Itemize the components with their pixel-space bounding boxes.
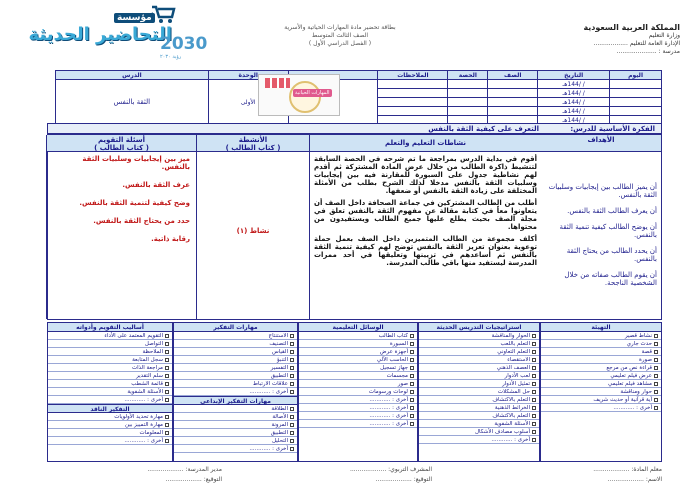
eval-item: وضح كيفية لتنمية الثقة بالنفس. xyxy=(79,199,190,207)
checklist-label: آية قرآنية أو حديث شريف xyxy=(593,397,652,403)
prep-header: التهيئة xyxy=(541,323,661,332)
checklist-item[interactable] xyxy=(299,364,417,372)
checkbox-icon[interactable] xyxy=(290,366,294,370)
checklist-label: عرض فيلم تعليمي xyxy=(610,373,652,379)
checklist-label: قائمة الشطب xyxy=(131,381,163,387)
checkbox-icon[interactable] xyxy=(290,415,294,419)
checklist-item[interactable] xyxy=(541,356,661,364)
header-line-1: المملكة العربية السعودية xyxy=(583,23,680,32)
checkbox-icon[interactable] xyxy=(290,390,294,394)
checklist-item[interactable] xyxy=(48,340,172,348)
checklist-label: التطبيق xyxy=(270,430,288,436)
checkbox-icon[interactable] xyxy=(410,342,414,346)
checklist-item[interactable] xyxy=(174,364,297,372)
checkbox-icon[interactable] xyxy=(654,398,658,402)
checkbox-icon[interactable] xyxy=(290,431,294,435)
lesson-banner-image xyxy=(258,74,340,116)
checkbox-icon[interactable] xyxy=(165,358,169,362)
checklist-item[interactable] xyxy=(174,348,297,356)
checklist-label: أخرى : ............ xyxy=(124,438,163,444)
evaluation-header: أسئلة التقويم ( كتاب الطالب ) xyxy=(47,135,196,152)
plan-title-line-2: الصف الثالث المتوسط xyxy=(311,32,369,39)
checklist-item[interactable] xyxy=(48,396,172,404)
checklist-label: الأصالة xyxy=(272,414,288,420)
checklist-label: التواصل xyxy=(144,341,163,347)
supervisor-sign-line: التوقيع: ................... xyxy=(375,476,432,483)
sub-header: مهارات التفكير الإبداعي xyxy=(174,396,297,405)
checklist-item[interactable] xyxy=(541,380,661,388)
vision-logo xyxy=(160,26,230,60)
checkbox-icon[interactable] xyxy=(410,374,414,378)
checklist-label: مجسمات xyxy=(386,373,408,379)
checkbox-icon[interactable] xyxy=(165,390,169,394)
checklist-label: الطلاقة xyxy=(271,406,288,412)
checkbox-icon[interactable] xyxy=(410,350,414,354)
sub-header: التفكير الناقد xyxy=(48,404,172,413)
goals-column xyxy=(541,135,661,319)
checklist-label: التعلم التعاوني xyxy=(497,349,530,355)
eval-item: حدد من يحتاج الثقة بالنفس. xyxy=(93,217,190,225)
strategies-header: استراتيجيات التدريس الحديثة xyxy=(419,323,539,332)
checklist-label: الاستقصاء xyxy=(507,357,530,363)
checklist-item[interactable] xyxy=(48,380,172,388)
checkbox-icon[interactable] xyxy=(410,406,414,410)
checklist-item[interactable] xyxy=(419,332,539,340)
checkbox-icon[interactable] xyxy=(654,374,658,378)
checkbox-icon[interactable] xyxy=(165,398,169,402)
checkbox-icon[interactable] xyxy=(290,358,294,362)
col-day: اليوم xyxy=(610,71,662,80)
checklist-label: العصف الذهني xyxy=(496,365,530,371)
date-cell: / /144هـ xyxy=(538,89,610,98)
checklist-item[interactable] xyxy=(299,356,417,364)
checklist-label: التعلم بالاكتشاف xyxy=(492,413,530,419)
main-idea-row xyxy=(47,123,662,134)
checklist-label: الملاحظة xyxy=(142,349,163,355)
checkbox-icon[interactable] xyxy=(410,414,414,418)
checkbox-icon[interactable] xyxy=(290,334,294,338)
date-cell: / /144هـ xyxy=(538,116,610,125)
checkbox-icon[interactable] xyxy=(532,382,536,386)
checkbox-icon[interactable] xyxy=(290,447,294,451)
main-idea-label: الفكرة الأساسية للدرس: xyxy=(570,125,655,133)
checklist-label: أخرى : ............ xyxy=(369,413,408,419)
checkbox-icon[interactable] xyxy=(532,414,536,418)
ministry-header xyxy=(470,24,680,56)
checklist-label: الحوار والمناقشة xyxy=(491,333,530,339)
checkbox-icon[interactable] xyxy=(654,342,658,346)
main-idea-value: التعرف على كيفية الثقة بالنفس xyxy=(428,125,539,133)
checklist-label: أسلوب مصادف الأشكال xyxy=(475,429,530,435)
activities-column xyxy=(196,135,309,319)
col-date: التاريخ xyxy=(538,71,610,80)
checkbox-icon[interactable] xyxy=(410,422,414,426)
header-line-4: مدرسة : ..................... xyxy=(616,48,680,55)
checklist-item[interactable] xyxy=(419,340,539,348)
checkbox-icon[interactable] xyxy=(654,390,658,394)
goal-item: أن يحدد الطالب من يحتاج الثقة بالنفس. xyxy=(566,247,657,263)
checklist-label: مهارة تحديد الأولويات xyxy=(114,414,163,420)
checklist-label: حوار ومناقشة xyxy=(620,389,652,395)
principal-sign-line: التوقيع: ................... xyxy=(165,476,222,483)
checklist-item[interactable] xyxy=(299,380,417,388)
checkbox-icon[interactable] xyxy=(654,406,658,410)
steps-column xyxy=(309,135,541,319)
thinking-column xyxy=(173,322,298,462)
checkbox-icon[interactable] xyxy=(532,366,536,370)
evaluation-methods-header: أساليب التقويم وأدواته xyxy=(48,323,172,332)
vision-label: رؤية ٢٠٣٠ xyxy=(160,54,182,60)
checklist-item[interactable] xyxy=(174,372,297,380)
checklist-label: نشاط قصير xyxy=(624,333,652,339)
supervisor-signature xyxy=(282,465,432,485)
checklist-label: تمثيل الأدوار xyxy=(502,381,530,387)
checklist-item[interactable] xyxy=(299,412,417,420)
brand-logo xyxy=(2,2,177,44)
checklist-item[interactable] xyxy=(541,388,661,396)
checkbox-icon[interactable] xyxy=(410,358,414,362)
activity-item: نشاط (١) xyxy=(236,227,270,235)
checklist-item[interactable] xyxy=(48,421,172,429)
checklist-label: سجل المتابعة xyxy=(132,357,163,363)
checklist-label: التطبيق xyxy=(270,373,288,379)
checklist-item[interactable] xyxy=(419,364,539,372)
badge-circle xyxy=(289,81,321,113)
checkbox-icon[interactable] xyxy=(165,374,169,378)
checkbox-icon[interactable] xyxy=(165,366,169,370)
checkbox-icon[interactable] xyxy=(532,406,536,410)
checklist-item[interactable] xyxy=(419,388,539,396)
checklist-label: مراجعة الذات xyxy=(131,365,163,371)
col-lesson: الدرس xyxy=(56,71,209,80)
checklist-item[interactable] xyxy=(48,413,172,421)
checklist-label: الحاسب الآلي xyxy=(376,357,408,363)
checkbox-icon[interactable] xyxy=(532,374,536,378)
checklist-label: لعب الأدوار xyxy=(504,373,530,379)
step-paragraph: أطلب من الطالب المشتركين في جماعة الصحافة داخل الصف أن يتعاونوا معاً في كتابة مقالة عن مفهوم الثقة بالنفس تعلق في مجلة الصف بحيث يطلع عليها جميع الطالب ويستفيدون من محتواها. xyxy=(314,199,537,231)
checkbox-icon[interactable] xyxy=(532,422,536,426)
checklist-label: أخرى : ............ xyxy=(491,437,530,443)
plan-title-line-1: بطاقة تحضير مادة المهارات الحياتية والأسرية xyxy=(284,24,396,31)
checklist-item[interactable] xyxy=(48,429,172,437)
checklist-label: علاقات الارتباط xyxy=(252,381,288,387)
checklist-label: التقويم المعتمد على الأداء xyxy=(104,333,163,339)
activities-header: الأنشطة ( كتاب الطالب ) xyxy=(197,135,309,152)
checklist-item[interactable] xyxy=(174,332,297,340)
checklist-item[interactable] xyxy=(174,445,297,453)
checkbox-icon[interactable] xyxy=(165,431,169,435)
eval-item: عرف الثقة بالنفس. xyxy=(122,181,190,189)
principal-signature xyxy=(72,465,222,485)
vision-number: 2030 xyxy=(160,34,208,54)
checklist-label: التفسير xyxy=(270,365,288,371)
media-column xyxy=(298,322,418,462)
checkbox-icon[interactable] xyxy=(290,350,294,354)
checkbox-icon[interactable] xyxy=(165,439,169,443)
checkbox-icon[interactable] xyxy=(165,342,169,346)
col-period: الحصة xyxy=(448,71,488,80)
checkbox-icon[interactable] xyxy=(165,415,169,419)
checklist-item[interactable] xyxy=(299,348,417,356)
checkbox-icon[interactable] xyxy=(165,334,169,338)
checkbox-icon[interactable] xyxy=(290,407,294,411)
checklist-label: المرونة xyxy=(271,422,288,428)
checklist-item[interactable] xyxy=(419,436,539,444)
checklist-label: التعلم بالاكتشاف xyxy=(492,397,530,403)
header-line-3: الإدارة العامة للتعليم .................. xyxy=(593,40,680,47)
checklist-grid xyxy=(47,322,662,462)
checklist-item[interactable] xyxy=(174,421,297,429)
checklist-label: المعلومات xyxy=(139,430,163,436)
checklist-item[interactable] xyxy=(299,372,417,380)
checklist-label: سلم التقدير xyxy=(136,373,163,379)
checkbox-icon[interactable] xyxy=(410,334,414,338)
prep-column xyxy=(540,322,662,462)
checkbox-icon[interactable] xyxy=(654,358,658,362)
col-unit: الوحدة xyxy=(208,71,288,80)
checklist-item[interactable] xyxy=(48,332,172,340)
checklist-item[interactable] xyxy=(174,380,297,388)
supervisor-label: المشرف التربوي: ................... xyxy=(349,466,432,473)
lesson-value: الثقة بالنفس xyxy=(56,80,209,125)
checklist-item[interactable] xyxy=(419,420,539,428)
checklist-item[interactable] xyxy=(174,340,297,348)
teacher-signature xyxy=(512,465,662,485)
goal-item: أن يعرف الطالب الثقة بالنفس. xyxy=(567,207,657,215)
houses-icon xyxy=(265,78,290,88)
teacher-sign-line: الاسم: ................... xyxy=(607,476,662,483)
checklist-item[interactable] xyxy=(299,332,417,340)
checklist-item[interactable] xyxy=(541,332,661,340)
checklist-item[interactable] xyxy=(48,348,172,356)
lesson-body xyxy=(47,134,662,320)
unit-value: الأولى xyxy=(208,80,288,125)
checklist-label: أجهزة عرض xyxy=(379,349,408,355)
evaluation-methods-column xyxy=(47,322,173,462)
checklist-item[interactable] xyxy=(541,396,661,404)
checklist-label: أخرى : ............ xyxy=(369,405,408,411)
checklist-label: أخرى : ............ xyxy=(613,405,652,411)
checklist-item[interactable] xyxy=(48,437,172,445)
checklist-label: مهارة التمييز بين xyxy=(125,422,163,428)
checkbox-icon[interactable] xyxy=(532,350,536,354)
checklist-item[interactable] xyxy=(174,413,297,421)
checkbox-icon[interactable] xyxy=(165,382,169,386)
checklist-label: قصة xyxy=(641,349,652,355)
brand-tag: مؤسسة xyxy=(114,13,155,23)
checkbox-icon[interactable] xyxy=(532,438,536,442)
checklist-label: القياس xyxy=(271,349,288,355)
checklist-item[interactable] xyxy=(48,388,172,396)
checkbox-icon[interactable] xyxy=(410,398,414,402)
checklist-label: أخرى : ............ xyxy=(249,446,288,452)
checklist-label: أخرى : ............ xyxy=(249,389,288,395)
checklist-label: مشاهد فيلم تعليمي xyxy=(607,381,652,387)
checklist-item[interactable] xyxy=(299,420,417,428)
checklist-item[interactable] xyxy=(541,372,661,380)
checklist-label: أخرى : ............ xyxy=(369,421,408,427)
checkbox-icon[interactable] xyxy=(532,334,536,338)
media-header: الوسائل التعليمية xyxy=(299,323,417,332)
checkbox-icon[interactable] xyxy=(165,423,169,427)
checkbox-icon[interactable] xyxy=(532,398,536,402)
checklist-item[interactable] xyxy=(48,356,172,364)
checklist-item[interactable] xyxy=(174,429,297,437)
checklist-label: لوحات ورسومات xyxy=(368,389,408,395)
checkbox-icon[interactable] xyxy=(290,439,294,443)
date-cell: / /144هـ xyxy=(538,107,610,116)
principal-label: مدير المدرسة: ................... xyxy=(147,466,222,473)
banner-tag: المهارات الحياتية xyxy=(295,90,330,96)
checkbox-icon[interactable] xyxy=(654,366,658,370)
goal-item: أن يقوم الطالب صفاته من خلال الشخصية الناجحة. xyxy=(564,271,657,287)
checklist-item[interactable] xyxy=(174,405,297,413)
eval-item: ميز بين إيجابيات وسلبيات الثقة بالنفس. xyxy=(82,155,190,171)
checkbox-icon[interactable] xyxy=(654,334,658,338)
checkbox-icon[interactable] xyxy=(532,342,536,346)
col-notes: الملاحظات xyxy=(378,71,448,80)
checklist-item[interactable] xyxy=(299,340,417,348)
checkbox-icon[interactable] xyxy=(165,350,169,354)
checklist-label: حدث جاري xyxy=(626,341,652,347)
checkbox-icon[interactable] xyxy=(532,358,536,362)
checkbox-icon[interactable] xyxy=(290,423,294,427)
checklist-item[interactable] xyxy=(541,364,661,372)
checklist-item[interactable] xyxy=(541,340,661,348)
checkbox-icon[interactable] xyxy=(654,382,658,386)
checklist-item[interactable] xyxy=(174,356,297,364)
goal-item: أن يوضح الطالب كيفية تنمية الثقة بالنفس. xyxy=(559,223,657,239)
checklist-item[interactable] xyxy=(419,372,539,380)
checklist-label: أخرى : ............ xyxy=(124,397,163,403)
checklist-item[interactable] xyxy=(48,364,172,372)
checkbox-icon[interactable] xyxy=(290,342,294,346)
checklist-label: الأسئلة الشفوية xyxy=(494,421,530,427)
goals-header: الأهداف xyxy=(541,135,661,152)
checklist-label: الأسئلة الشفوية xyxy=(127,389,163,395)
col-class: الصف xyxy=(488,71,538,80)
date-cell: / /144هـ xyxy=(538,98,610,107)
checklist-label: التحليل xyxy=(271,438,288,444)
checklist-item[interactable] xyxy=(419,396,539,404)
checklist-label: الخرائط الذهنية xyxy=(494,405,530,411)
checklist-item[interactable] xyxy=(299,388,417,396)
schedule-table xyxy=(55,70,662,125)
signatures xyxy=(47,465,662,491)
checklist-label: الاستنتاج xyxy=(268,333,288,339)
plan-title-line-3: ( الفصل الدراسي الأول ) xyxy=(308,40,372,47)
teacher-label: معلم المادة: ................... xyxy=(593,466,662,473)
checklist-label: قراءة نص من مرجع xyxy=(606,365,652,371)
checkbox-icon[interactable] xyxy=(410,390,414,394)
checklist-label: التعلم باللعب xyxy=(500,341,530,347)
evaluation-column xyxy=(46,135,196,319)
plan-title xyxy=(245,24,435,48)
checkbox-icon[interactable] xyxy=(654,350,658,354)
checklist-item[interactable] xyxy=(174,437,297,445)
checklist-item[interactable] xyxy=(419,356,539,364)
eval-item: رقابة ذاتية. xyxy=(151,235,190,243)
checklist-label: كتاب الطالب xyxy=(378,333,408,339)
checkbox-icon[interactable] xyxy=(532,430,536,434)
checklist-item[interactable] xyxy=(299,396,417,404)
checklist-label: صورة xyxy=(638,357,652,363)
checklist-item[interactable] xyxy=(419,412,539,420)
checklist-item[interactable] xyxy=(541,404,661,412)
steps-header: نشاطات التعليم والتعلم xyxy=(310,135,541,152)
checklist-label: أخرى : ............ xyxy=(369,397,408,403)
checklist-label: السبورة xyxy=(389,341,408,347)
checkbox-icon[interactable] xyxy=(290,382,294,386)
checklist-item[interactable] xyxy=(419,428,539,436)
checkbox-icon[interactable] xyxy=(532,390,536,394)
strategies-column xyxy=(418,322,540,462)
thinking-header: مهارات التفكير xyxy=(174,323,297,332)
goal-item: أن يميز الطالب بين إيجابيات وسلبيات الثقة بالنفس. xyxy=(548,183,657,199)
checklist-item[interactable] xyxy=(419,348,539,356)
checkbox-icon[interactable] xyxy=(290,374,294,378)
checklist-item[interactable] xyxy=(419,404,539,412)
checklist-item[interactable] xyxy=(48,372,172,380)
checklist-item[interactable] xyxy=(541,348,661,356)
checklist-item[interactable] xyxy=(419,380,539,388)
checklist-label: التنبؤ xyxy=(276,357,288,363)
checklist-label: صور xyxy=(397,381,408,387)
checkbox-icon[interactable] xyxy=(410,382,414,386)
checklist-item[interactable] xyxy=(174,388,297,396)
step-paragraph: أكلف مجموعة من الطالب المتميزين داخل الصف بعمل حملة توعوية بعنوان تعزيز الثقة بالنفس توضح لهم كيفية تنمية الثقة بالنفس ثم أساعدهم في تزيينها وتعليقها في أحد ممرات المدرسة ليستفيد منها باقي طالب المدرسة. xyxy=(314,235,537,267)
checklist-label: التصنيف xyxy=(269,341,288,347)
checkbox-icon[interactable] xyxy=(410,366,414,370)
checklist-label: حل المشكلات xyxy=(497,389,530,395)
checklist-item[interactable] xyxy=(299,404,417,412)
header-line-2: وزارة التعليم xyxy=(648,32,680,39)
step-paragraph: أقوم في بداية الدرس بمراجعة ما تم شرحه في الحصة السابقة لتنشيط ذاكرة الطالب من خلال عرض المادة المشتركة ثم أقدم لهم نشاطية جدول على السبورة للمقارنة فيه بين إيجابيات وسلبيات الثقة بالنفس مدخلا لذلك الشرح بطلب من الأمثلة المختلفة على زيادة الثقة بالنفس أو ضعفها. xyxy=(314,155,537,195)
checklist-label: جهاز تسجيل xyxy=(380,365,408,371)
date-cell: / /144هـ xyxy=(538,80,610,89)
brand-name: التحاضير الحديثة xyxy=(28,24,172,45)
